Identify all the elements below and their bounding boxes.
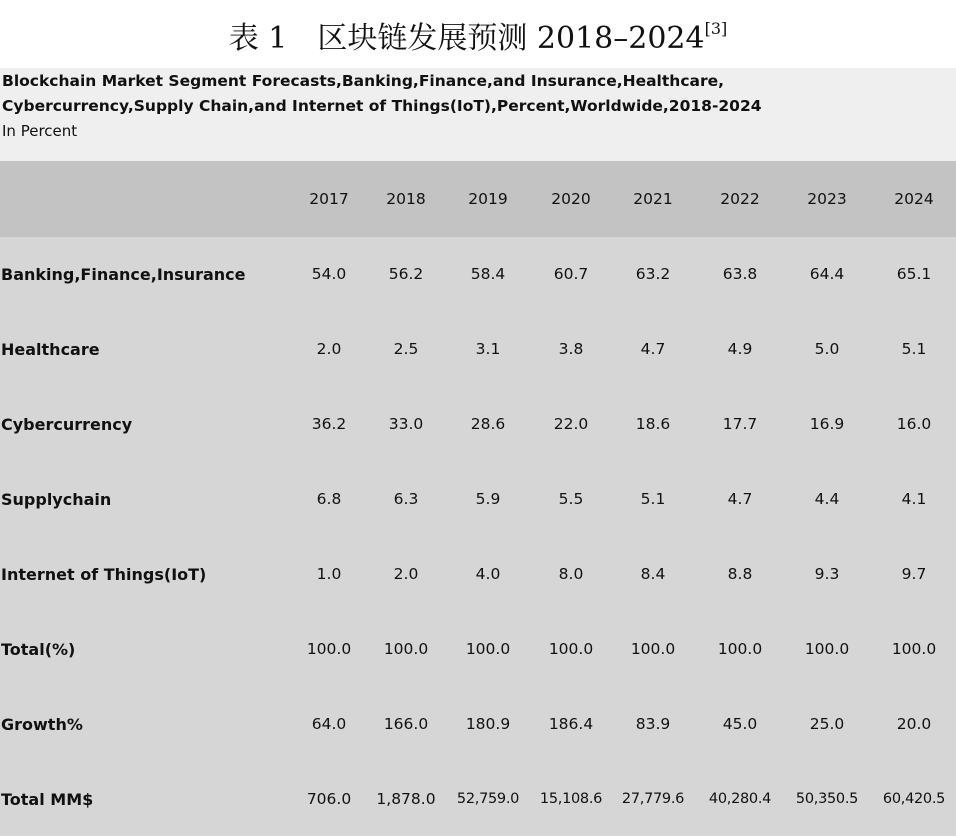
table-cell: 50,350.5 <box>795 791 859 807</box>
table-cell: 5.5 <box>558 490 584 508</box>
table-cell: 706.0 <box>306 790 352 808</box>
table-caption <box>0 0 956 58</box>
table-cell: 63.2 <box>635 265 671 283</box>
table-cell: 33.0 <box>388 415 424 433</box>
table-cell: 8.0 <box>558 565 584 583</box>
column-header-2019: 2019 <box>468 190 508 208</box>
table-cell: 63.8 <box>722 265 758 283</box>
table-cell: 1.0 <box>316 565 342 583</box>
table-cell: 100.0 <box>804 640 850 658</box>
table-grid <box>0 161 956 836</box>
table-cell: 8.4 <box>640 565 666 583</box>
table-row <box>0 462 956 537</box>
table-cell: 4.0 <box>475 565 501 583</box>
table-cell: 6.3 <box>393 490 419 508</box>
column-header-2017: 2017 <box>309 190 349 208</box>
table-cell: 16.0 <box>896 415 932 433</box>
table-cell: 100.0 <box>548 640 594 658</box>
column-header-2020: 2020 <box>551 190 591 208</box>
table-row <box>0 687 956 762</box>
row-label: Internet of Things(IoT) <box>1 565 207 584</box>
table-cell: 100.0 <box>630 640 676 658</box>
table-cell: 100.0 <box>306 640 352 658</box>
table-title-line-2: Cybercurrency,Supply Chain,and Internet of Things(IoT),Percent,Worldwide,2018-2024 <box>2 97 762 115</box>
table-title-block <box>0 68 956 161</box>
table-cell: 3.1 <box>475 340 501 358</box>
table-cell: 60,420.5 <box>882 791 946 807</box>
table-cell: 15,108.6 <box>539 791 603 807</box>
table-cell: 100.0 <box>383 640 429 658</box>
column-header-2018: 2018 <box>386 190 426 208</box>
table-cell: 27,779.6 <box>621 791 685 807</box>
row-label: Cybercurrency <box>1 415 133 434</box>
table-cell: 2.5 <box>393 340 419 358</box>
column-header-2024: 2024 <box>894 190 934 208</box>
table-cell: 58.4 <box>470 265 506 283</box>
table-cell: 4.1 <box>901 490 927 508</box>
table-cell: 8.8 <box>727 565 753 583</box>
table-cell: 65.1 <box>896 265 932 283</box>
table-row <box>0 612 956 687</box>
table-cell: 4.7 <box>727 490 753 508</box>
row-label: Banking,Finance,Insurance <box>1 265 246 284</box>
table-cell: 52,759.0 <box>456 791 520 807</box>
table-cell: 60.7 <box>553 265 589 283</box>
table-cell: 4.7 <box>640 340 666 358</box>
table-cell: 5.1 <box>901 340 927 358</box>
table-cell: 20.0 <box>896 715 932 733</box>
row-label: Total(%) <box>1 640 76 659</box>
table-cell: 64.4 <box>809 265 845 283</box>
table-cell: 3.8 <box>558 340 584 358</box>
table-cell: 100.0 <box>891 640 937 658</box>
table-cell: 5.1 <box>640 490 666 508</box>
table-cell: 56.2 <box>388 265 424 283</box>
table-row <box>0 237 956 312</box>
table-cell: 1,878.0 <box>376 790 436 808</box>
table-cell: 100.0 <box>717 640 763 658</box>
table-cell: 17.7 <box>722 415 758 433</box>
row-label: Healthcare <box>1 340 100 359</box>
caption-title: 区块链发展预测 2018–2024 <box>317 21 705 56</box>
table-cell: 45.0 <box>722 715 758 733</box>
row-label: Growth% <box>1 715 83 734</box>
table-cell: 5.9 <box>475 490 501 508</box>
table-row <box>0 762 956 837</box>
table-cell: 166.0 <box>383 715 429 733</box>
column-header-2023: 2023 <box>807 190 847 208</box>
table-cell: 64.0 <box>311 715 347 733</box>
table-cell: 6.8 <box>316 490 342 508</box>
table-cell: 186.4 <box>548 715 594 733</box>
table-cell: 2.0 <box>316 340 342 358</box>
table-row <box>0 312 956 387</box>
table-cell: 180.9 <box>465 715 511 733</box>
table-row <box>0 387 956 462</box>
table-cell: 5.0 <box>814 340 840 358</box>
table-cell: 36.2 <box>311 415 347 433</box>
table-row <box>0 537 956 612</box>
column-header-2021: 2021 <box>633 190 673 208</box>
table-cell: 2.0 <box>393 565 419 583</box>
caption-label: 表 1 <box>228 21 288 56</box>
table-cell: 4.4 <box>814 490 840 508</box>
table-cell: 54.0 <box>311 265 347 283</box>
forecast-table <box>0 68 956 836</box>
table-cell: 9.7 <box>901 565 927 583</box>
table-cell: 25.0 <box>809 715 845 733</box>
table-header-row <box>0 161 956 237</box>
table-cell: 18.6 <box>635 415 671 433</box>
table-cell: 22.0 <box>553 415 589 433</box>
row-label: Total MM$ <box>1 790 94 809</box>
table-cell: 4.9 <box>727 340 753 358</box>
table-cell: 28.6 <box>470 415 506 433</box>
table-title-line-1: Blockchain Market Segment Forecasts,Banking,Finance,and Insurance,Healthcare, <box>2 72 725 90</box>
table-cell: 100.0 <box>465 640 511 658</box>
column-header-2022: 2022 <box>720 190 760 208</box>
row-label: Supplychain <box>1 490 112 509</box>
table-cell: 40,280.4 <box>708 791 772 807</box>
table-cell: 9.3 <box>814 565 840 583</box>
caption-citation: [3] <box>704 19 728 38</box>
table-cell: 16.9 <box>809 415 845 433</box>
table-cell: 83.9 <box>635 715 671 733</box>
table-subtitle: In Percent <box>2 122 78 140</box>
